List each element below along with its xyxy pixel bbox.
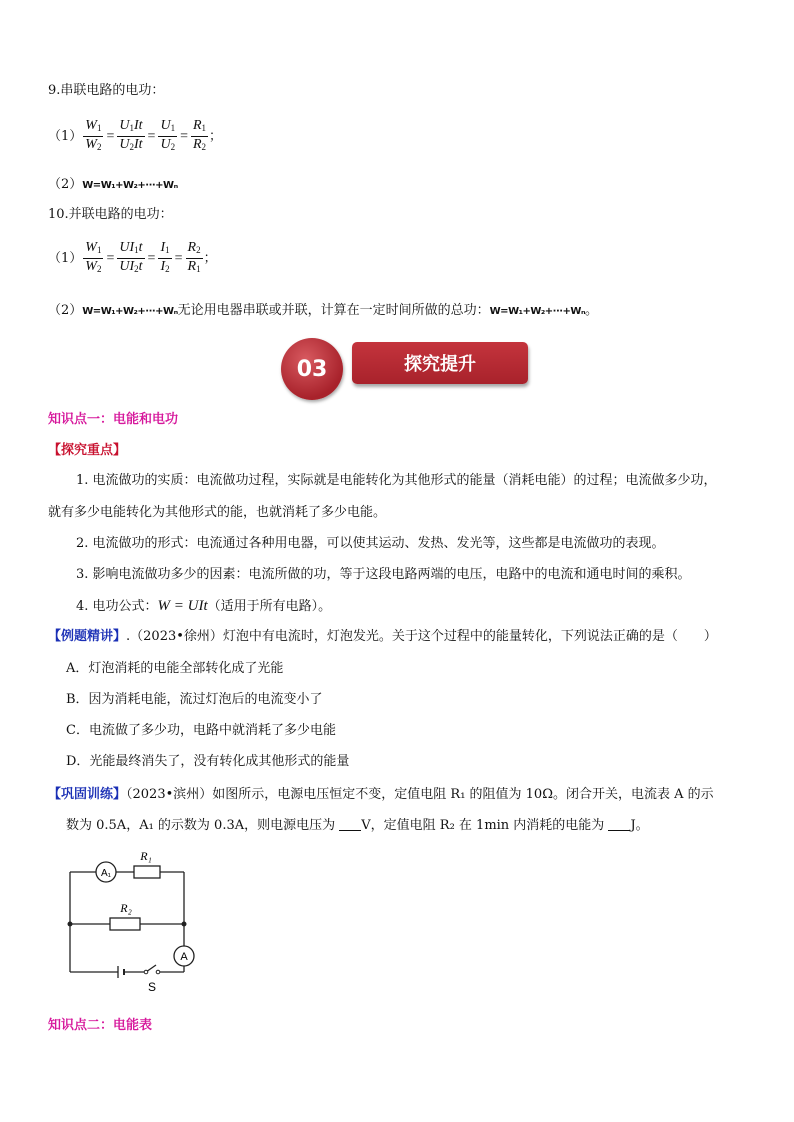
- fraction: $\frac{U_1It}{U_2It}$: [119, 118, 143, 152]
- knowledge-point-2-heading: 知识点二：电能表: [48, 1018, 153, 1033]
- section-9-formula-1: （1） $\frac{W_1}{W_2}$ = $\frac{U_1It}{U_2It}$ = $\frac{U_1}{U_2}$ = $\frac{R_1}{R_2}$ ；: [48, 118, 222, 155]
- ammeter-a-label: A: [180, 951, 188, 963]
- switch-contact: [156, 970, 160, 974]
- example-stem: .（2023•徐州）灯泡中有电流时，灯泡发光。关于这个过程中的能量转化，下列说法正确的是（ ）: [126, 629, 717, 644]
- focus-tag: 【探究重点】: [48, 443, 127, 458]
- formula-label: （2）: [48, 177, 83, 192]
- practice-text: （2023•滨州）如图所示，电源电压恒定不变，定值电阻 R₁ 的阻值为 10Ω。闭合开关，电流表 A 的示: [126, 787, 714, 802]
- answer-blank[interactable]: [339, 819, 361, 831]
- formula-text: W=W₁+W₂+···+Wₙ: [82, 180, 178, 191]
- section-10-title: 10.并联电路的电功：: [48, 207, 173, 222]
- fraction: $\frac{W_1}{W_2}$: [85, 240, 102, 274]
- work-formula: W = UIt: [157, 598, 208, 614]
- resistor-r1-label: R₁: [140, 849, 152, 863]
- practice-text: V，定值电阻 R₂ 在 1min 内消耗的电能为: [361, 818, 609, 833]
- formula-end: 。: [585, 303, 599, 318]
- formula-note: 无论用电器串联或并联，计算在一定时间所做的总功：: [177, 303, 490, 318]
- point-2: 2. 电流做功的形式：电流通过各种用电器，可以使其运动、发热、发光等，这些都是电流做功的表现。: [76, 536, 665, 551]
- point-3: 3. 影响电流做功多少的因素：电流所做的功，等于这段电路两端的电压，电路中的电流和通电时间的乘积。: [76, 567, 691, 582]
- formula-label: （1）: [48, 128, 83, 144]
- section-10-formula-2: [48, 302, 598, 321]
- junction-dot: [182, 922, 187, 927]
- fraction: $\frac{W_1}{W_2}$: [85, 118, 102, 152]
- formula-text: W=W₁+W₂+···+Wₙ: [489, 306, 586, 317]
- point-4-prefix: 4. 电功公式：: [76, 599, 158, 614]
- option-c: C．电流做了多少功，电路中就消耗了多少电能: [66, 723, 336, 738]
- section-10-formula-1: （1） $\frac{W_1}{W_2}$ = $\frac{UI_1t}{UI_2t}$ = $\frac{I_1}{I_2}$ = $\frac{R_2}{R_1}$ ；: [48, 240, 217, 277]
- section-9-formula-2: [48, 176, 178, 195]
- practice-question-line-1: [48, 786, 714, 804]
- formula-label: （1）: [48, 250, 83, 266]
- fraction: $\frac{R_1}{R_2}$: [192, 118, 207, 152]
- section-number-badge: 03: [281, 338, 343, 400]
- formula-end: ；: [203, 250, 217, 266]
- circuit-diagram: [62, 846, 202, 996]
- knowledge-point-1-heading: 知识点一：电能和电功: [48, 412, 179, 427]
- point-1-line-2: 就有多少电能转化为其他形式的能，也就消耗了多少电能。: [48, 505, 387, 520]
- option-d: D．光能最终消失了，没有转化成其他形式的能量: [66, 754, 350, 769]
- point-1-line-1: 1. 电流做功的实质：电流做功过程，实际就是电能转化为其他形式的能量（消耗电能）的过程；电流做多少功，: [76, 473, 717, 488]
- formula-end: ；: [209, 128, 223, 144]
- formula-label: （2）: [48, 303, 83, 318]
- option-b: B．因为消耗电能，流过灯泡后的电流变小了: [66, 692, 323, 707]
- point-4-suffix: （适用于所有电路）。: [207, 599, 332, 614]
- example-tag: 【例题精讲】: [48, 629, 127, 644]
- answer-blank[interactable]: [608, 819, 630, 831]
- example-question: [48, 628, 717, 646]
- switch-contact: [144, 970, 148, 974]
- practice-tag: 【巩固训练】: [48, 787, 127, 802]
- fraction: $\frac{U_1}{U_2}$: [160, 118, 176, 152]
- option-a: A．灯泡消耗的电能全部转化成了光能: [66, 661, 284, 676]
- practice-text: J。: [630, 818, 649, 833]
- resistor-r1: [134, 866, 160, 878]
- practice-text: 数为 0.5A，A₁ 的示数为 0.3A，则电源电压为: [66, 818, 340, 833]
- resistor-r2: [110, 918, 140, 930]
- fraction: $\frac{I_1}{I_2}$: [160, 240, 170, 274]
- formula-text: W=W₁+W₂+···+Wₙ: [82, 306, 178, 317]
- ammeter-a1-label: A₁: [100, 868, 112, 879]
- section-9-title: 9.串联电路的电功：: [48, 83, 165, 98]
- section-title-banner: 探究提升: [352, 342, 528, 384]
- fraction: $\frac{R_2}{R_1}$: [187, 240, 201, 274]
- fraction: $\frac{UI_1t}{UI_2t}$: [119, 240, 143, 274]
- point-4: [76, 597, 331, 616]
- practice-question-line-2: [66, 817, 649, 835]
- resistor-r2-label: R₂: [120, 901, 132, 915]
- junction-dot: [68, 922, 73, 927]
- switch-label: S: [147, 980, 157, 994]
